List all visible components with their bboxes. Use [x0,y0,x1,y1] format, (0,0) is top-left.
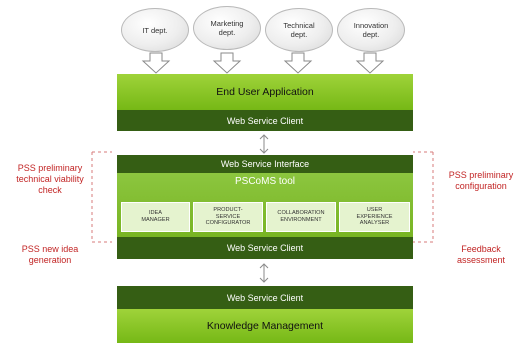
side-label-feedback-assessment [433,244,529,266]
knowledge-management-label: Knowledge Management [206,320,324,332]
end-user-application-label: End User Application [216,86,314,98]
module-product-service-configurator [193,202,263,232]
dept-label: Marketing [210,19,244,28]
module-label: CONFIGURATOR [205,220,251,227]
module-label: EXPERIENCE [356,213,393,220]
dept-label: dept. [362,30,380,39]
side-label-new-idea-generation [2,244,98,266]
web-service-interface-bar [117,155,413,173]
module-label: SERVICE [215,213,241,220]
double-arrow-icon [260,264,268,282]
web-service-client-label: Web Service Client [226,292,304,303]
side-label-line: technical viability [16,174,84,184]
module-label: MANAGER [141,217,170,223]
module-label: COLLABORATION [277,210,325,217]
down-arrow-icon [214,53,240,73]
double-arrow-icon [260,135,268,153]
module-label: USER [366,206,383,213]
down-arrow-icon [285,53,311,73]
dept-label: dept. [218,28,236,37]
dept-label: IT dept. [142,25,168,35]
side-label-line: generation [28,255,72,265]
side-label-line: PSS preliminary [448,170,514,180]
module-label: PRODUCT- [213,206,243,213]
web-service-client-low-bar [117,286,413,309]
side-label-line: check [38,185,62,195]
side-label-line: PSS preliminary [17,163,83,173]
pscoms-tool-title: PSCoMS tool [234,176,296,187]
web-service-client-top-bar [117,110,413,131]
side-label-line: PSS new idea [21,244,79,254]
side-label-line: assessment [456,255,506,265]
side-label-technical-viability-check [2,163,98,196]
module-idea-manager [121,202,190,232]
dept-label: dept. [290,30,308,39]
down-arrow-icon [357,53,383,73]
web-service-client-label: Web Service Client [226,115,304,126]
web-service-client-label: Web Service Client [226,243,304,253]
module-label: ANALYSER [359,220,390,227]
side-label-preliminary-configuration [433,170,529,192]
web-service-interface-label: Web Service Interface [220,159,310,169]
end-user-application-bar [117,74,413,110]
dept-label: Technical [283,21,315,30]
web-service-client-mid-bar [117,237,413,259]
module-label: ENVIRONMENT [280,217,322,223]
module-user-experience-analyser [339,202,410,232]
down-arrow-icon [143,53,169,73]
module-label: IDEA [148,210,163,217]
knowledge-management-bar [117,309,413,343]
side-label-line: Feedback [461,244,501,254]
side-label-line: configuration [455,181,507,191]
dept-label: Innovation [353,21,389,30]
module-collaboration-environment [266,202,336,232]
